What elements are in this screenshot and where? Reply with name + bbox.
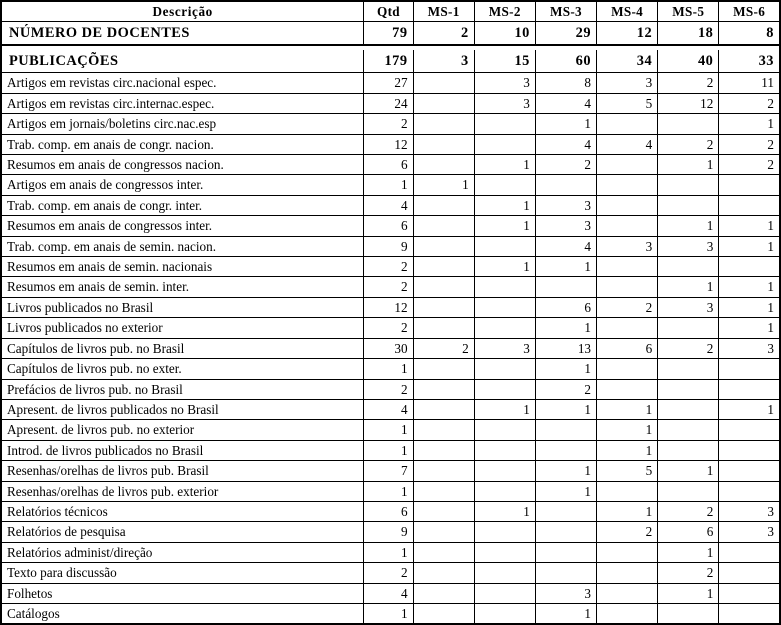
row-value-1 [413, 542, 474, 562]
table-row [1, 542, 780, 562]
row-value-2 [474, 461, 535, 481]
row-value-0: 6 [364, 155, 413, 175]
section-value-6: 8 [719, 22, 780, 46]
row-value-0: 9 [364, 236, 413, 256]
row-value-6 [719, 603, 780, 624]
row-value-1 [413, 563, 474, 583]
row-value-3: 4 [535, 134, 596, 154]
row-value-2: 1 [474, 155, 535, 175]
row-value-2: 1 [474, 257, 535, 277]
row-value-2 [474, 440, 535, 460]
row-value-4 [597, 318, 658, 338]
table-row [1, 440, 780, 460]
section-label: NÚMERO DE DOCENTES [1, 22, 364, 46]
table-row [1, 318, 780, 338]
row-label: Relatórios técnicos [1, 501, 364, 521]
row-value-3 [535, 440, 596, 460]
row-value-3 [535, 542, 596, 562]
row-value-1 [413, 134, 474, 154]
row-value-1 [413, 481, 474, 501]
row-value-3: 6 [535, 297, 596, 317]
row-value-1 [413, 461, 474, 481]
row-value-3: 13 [535, 338, 596, 358]
row-value-4 [597, 195, 658, 215]
row-value-6: 1 [719, 236, 780, 256]
row-value-2 [474, 134, 535, 154]
row-value-6: 3 [719, 501, 780, 521]
row-label: Resenhas/orelhas de livros pub. exterior [1, 481, 364, 501]
row-value-6 [719, 461, 780, 481]
row-value-2: 1 [474, 501, 535, 521]
row-value-6: 1 [719, 114, 780, 134]
section-row [1, 22, 780, 46]
row-value-3 [535, 522, 596, 542]
section-value-4: 34 [597, 50, 658, 73]
row-value-5: 2 [658, 73, 719, 93]
section-value-0: 179 [364, 50, 413, 73]
row-value-0: 27 [364, 73, 413, 93]
row-value-4 [597, 216, 658, 236]
row-value-2: 1 [474, 216, 535, 236]
row-value-1 [413, 236, 474, 256]
row-value-0: 12 [364, 134, 413, 154]
row-value-0: 1 [364, 542, 413, 562]
row-value-5: 3 [658, 297, 719, 317]
row-value-5: 2 [658, 563, 719, 583]
row-value-5: 1 [658, 542, 719, 562]
row-value-0: 12 [364, 297, 413, 317]
row-value-3 [535, 277, 596, 297]
row-value-0: 2 [364, 114, 413, 134]
row-value-0: 2 [364, 257, 413, 277]
row-value-0: 24 [364, 93, 413, 113]
section-value-2: 10 [474, 22, 535, 46]
row-label: Livros publicados no Brasil [1, 297, 364, 317]
row-value-5 [658, 359, 719, 379]
row-value-0: 4 [364, 583, 413, 603]
table-row [1, 379, 780, 399]
section-value-6: 33 [719, 50, 780, 73]
row-value-4: 2 [597, 297, 658, 317]
row-value-3: 1 [535, 359, 596, 379]
column-header-ms4: MS-4 [597, 1, 658, 22]
row-value-3: 1 [535, 318, 596, 338]
row-value-5: 1 [658, 277, 719, 297]
row-value-6 [719, 542, 780, 562]
row-value-3: 1 [535, 461, 596, 481]
row-value-1 [413, 155, 474, 175]
row-label: Resenhas/orelhas de livros pub. Brasil [1, 461, 364, 481]
row-value-2 [474, 297, 535, 317]
row-value-2: 1 [474, 195, 535, 215]
row-value-4: 1 [597, 399, 658, 419]
row-value-0: 2 [364, 563, 413, 583]
row-value-6 [719, 563, 780, 583]
row-value-5: 1 [658, 583, 719, 603]
section-value-0: 79 [364, 22, 413, 46]
table-row [1, 501, 780, 521]
column-header-ms2: MS-2 [474, 1, 535, 22]
table-row [1, 155, 780, 175]
row-value-0: 4 [364, 195, 413, 215]
row-value-0: 7 [364, 461, 413, 481]
row-value-6: 2 [719, 93, 780, 113]
table-row [1, 93, 780, 113]
table-row [1, 338, 780, 358]
column-header-qtd: Qtd [364, 1, 413, 22]
row-value-5: 2 [658, 134, 719, 154]
row-value-0: 1 [364, 420, 413, 440]
row-value-1: 1 [413, 175, 474, 195]
section-value-1: 3 [413, 50, 474, 73]
row-value-4 [597, 603, 658, 624]
row-value-3 [535, 563, 596, 583]
row-value-1 [413, 257, 474, 277]
table-row [1, 277, 780, 297]
column-header-ms1: MS-1 [413, 1, 474, 22]
row-value-0: 4 [364, 399, 413, 419]
row-value-2 [474, 481, 535, 501]
table-row [1, 297, 780, 317]
row-value-2 [474, 379, 535, 399]
row-label: Introd. de livros publicados no Brasil [1, 440, 364, 460]
row-value-5 [658, 440, 719, 460]
table-row [1, 216, 780, 236]
table-row [1, 73, 780, 93]
section-value-4: 12 [597, 22, 658, 46]
row-label: Artigos em jornais/boletins circ.nac.esp [1, 114, 364, 134]
section-value-2: 15 [474, 50, 535, 73]
row-value-4: 4 [597, 134, 658, 154]
row-value-0: 9 [364, 522, 413, 542]
section-label: PUBLICAÇÕES [1, 50, 364, 73]
row-value-1 [413, 603, 474, 624]
row-value-6: 11 [719, 73, 780, 93]
table-row [1, 583, 780, 603]
table-row [1, 461, 780, 481]
row-label: Resumos em anais de congressos nacion. [1, 155, 364, 175]
row-value-6: 1 [719, 277, 780, 297]
row-value-5: 1 [658, 216, 719, 236]
row-value-1: 2 [413, 338, 474, 358]
row-value-4: 6 [597, 338, 658, 358]
row-value-6: 1 [719, 399, 780, 419]
row-value-5: 6 [658, 522, 719, 542]
row-value-2 [474, 236, 535, 256]
row-value-4: 3 [597, 73, 658, 93]
row-value-3: 4 [535, 93, 596, 113]
row-value-1 [413, 420, 474, 440]
row-value-5 [658, 379, 719, 399]
row-value-3 [535, 501, 596, 521]
row-value-6: 2 [719, 155, 780, 175]
row-value-2 [474, 583, 535, 603]
section-value-5: 18 [658, 22, 719, 46]
row-value-5: 1 [658, 461, 719, 481]
table-row [1, 134, 780, 154]
row-value-4 [597, 359, 658, 379]
row-value-3: 1 [535, 257, 596, 277]
row-value-0: 1 [364, 175, 413, 195]
row-value-3: 3 [535, 195, 596, 215]
row-value-6 [719, 481, 780, 501]
row-value-1 [413, 501, 474, 521]
row-value-1 [413, 399, 474, 419]
row-value-5: 1 [658, 155, 719, 175]
row-value-1 [413, 359, 474, 379]
row-value-6 [719, 420, 780, 440]
row-value-5 [658, 481, 719, 501]
row-label: Prefácios de livros pub. no Brasil [1, 379, 364, 399]
row-value-3: 2 [535, 379, 596, 399]
table-row [1, 114, 780, 134]
section-value-3: 29 [535, 22, 596, 46]
row-value-2: 3 [474, 93, 535, 113]
row-value-0: 6 [364, 216, 413, 236]
row-value-0: 1 [364, 359, 413, 379]
row-value-4 [597, 481, 658, 501]
row-label: Artigos em revistas circ.nacional espec. [1, 73, 364, 93]
row-value-1 [413, 318, 474, 338]
row-label: Folhetos [1, 583, 364, 603]
row-value-6 [719, 257, 780, 277]
table-row [1, 420, 780, 440]
row-value-4 [597, 155, 658, 175]
column-header-ms5: MS-5 [658, 1, 719, 22]
section-value-3: 60 [535, 50, 596, 73]
row-value-5: 2 [658, 501, 719, 521]
table-row [1, 195, 780, 215]
row-label: Capítulos de livros pub. no exter. [1, 359, 364, 379]
row-label: Catálogos [1, 603, 364, 624]
row-value-6: 1 [719, 318, 780, 338]
row-value-5: 12 [658, 93, 719, 113]
row-value-4 [597, 542, 658, 562]
row-value-5 [658, 257, 719, 277]
row-value-6: 3 [719, 338, 780, 358]
row-value-0: 1 [364, 440, 413, 460]
row-value-4 [597, 257, 658, 277]
row-value-2 [474, 603, 535, 624]
row-value-5 [658, 603, 719, 624]
row-value-2: 3 [474, 73, 535, 93]
row-label: Livros publicados no exterior [1, 318, 364, 338]
row-label: Trab. comp. em anais de congr. inter. [1, 195, 364, 215]
table-row [1, 563, 780, 583]
table-row [1, 236, 780, 256]
row-label: Artigos em anais de congressos inter. [1, 175, 364, 195]
row-value-1 [413, 297, 474, 317]
row-value-4: 3 [597, 236, 658, 256]
row-value-5: 3 [658, 236, 719, 256]
table-row [1, 399, 780, 419]
row-value-0: 30 [364, 338, 413, 358]
row-value-1 [413, 73, 474, 93]
row-label: Resumos em anais de congressos inter. [1, 216, 364, 236]
row-label: Capítulos de livros pub. no Brasil [1, 338, 364, 358]
row-value-4: 1 [597, 420, 658, 440]
row-value-6 [719, 195, 780, 215]
row-value-5 [658, 420, 719, 440]
table-body [1, 22, 780, 624]
row-value-2 [474, 318, 535, 338]
row-label: Resumos em anais de semin. inter. [1, 277, 364, 297]
row-value-6: 3 [719, 522, 780, 542]
row-label: Texto para discussão [1, 563, 364, 583]
row-value-5: 2 [658, 338, 719, 358]
row-value-4: 5 [597, 93, 658, 113]
row-value-4: 1 [597, 501, 658, 521]
row-value-5 [658, 175, 719, 195]
table-row [1, 359, 780, 379]
table-row [1, 481, 780, 501]
column-header-ms6: MS-6 [719, 1, 780, 22]
section-value-5: 40 [658, 50, 719, 73]
row-value-1 [413, 583, 474, 603]
row-label: Artigos em revistas circ.internac.espec. [1, 93, 364, 113]
row-value-5 [658, 195, 719, 215]
row-label: Apresent. de livros publicados no Brasil [1, 399, 364, 419]
row-value-0: 1 [364, 481, 413, 501]
column-header-ms3: MS-3 [535, 1, 596, 22]
row-value-3: 4 [535, 236, 596, 256]
row-value-4 [597, 583, 658, 603]
row-value-3: 2 [535, 155, 596, 175]
row-value-4 [597, 277, 658, 297]
row-label: Relatórios de pesquisa [1, 522, 364, 542]
row-label: Apresent. de livros pub. no exterior [1, 420, 364, 440]
row-value-2 [474, 420, 535, 440]
row-value-5 [658, 114, 719, 134]
row-label: Trab. comp. em anais de congr. nacion. [1, 134, 364, 154]
row-label: Resumos em anais de semin. nacionais [1, 257, 364, 277]
row-value-5 [658, 399, 719, 419]
row-value-5 [658, 318, 719, 338]
row-value-2 [474, 522, 535, 542]
row-value-4: 2 [597, 522, 658, 542]
row-value-2: 3 [474, 338, 535, 358]
row-value-1 [413, 440, 474, 460]
table-row [1, 257, 780, 277]
header-row [1, 1, 780, 22]
row-value-3: 1 [535, 399, 596, 419]
row-value-3: 1 [535, 603, 596, 624]
row-value-3: 1 [535, 481, 596, 501]
row-value-4 [597, 175, 658, 195]
row-value-4: 1 [597, 440, 658, 460]
row-value-6 [719, 379, 780, 399]
row-label: Relatórios administ/direção [1, 542, 364, 562]
row-value-1 [413, 522, 474, 542]
row-value-3: 3 [535, 216, 596, 236]
row-value-2 [474, 175, 535, 195]
row-value-1 [413, 93, 474, 113]
column-header-descricao: Descrição [1, 1, 364, 22]
row-value-0: 1 [364, 603, 413, 624]
row-value-6: 1 [719, 216, 780, 236]
row-value-3: 1 [535, 114, 596, 134]
table-row [1, 522, 780, 542]
row-value-3 [535, 175, 596, 195]
table-row [1, 175, 780, 195]
row-label: Trab. comp. em anais de semin. nacion. [1, 236, 364, 256]
row-value-4 [597, 114, 658, 134]
row-value-4: 5 [597, 461, 658, 481]
row-value-4 [597, 563, 658, 583]
row-value-1 [413, 379, 474, 399]
row-value-6 [719, 440, 780, 460]
section-row [1, 50, 780, 73]
row-value-6: 1 [719, 297, 780, 317]
row-value-2 [474, 542, 535, 562]
row-value-2 [474, 359, 535, 379]
row-value-6 [719, 175, 780, 195]
row-value-2 [474, 114, 535, 134]
row-value-3: 8 [535, 73, 596, 93]
row-value-6: 2 [719, 134, 780, 154]
row-value-2: 1 [474, 399, 535, 419]
row-value-3: 3 [535, 583, 596, 603]
row-value-6 [719, 359, 780, 379]
row-value-1 [413, 216, 474, 236]
table-header [1, 1, 780, 22]
row-value-2 [474, 563, 535, 583]
row-value-4 [597, 379, 658, 399]
row-value-6 [719, 583, 780, 603]
row-value-3 [535, 420, 596, 440]
row-value-1 [413, 277, 474, 297]
row-value-0: 2 [364, 318, 413, 338]
section-value-1: 2 [413, 22, 474, 46]
row-value-1 [413, 114, 474, 134]
row-value-0: 2 [364, 277, 413, 297]
row-value-0: 6 [364, 501, 413, 521]
table-row [1, 603, 780, 624]
row-value-2 [474, 277, 535, 297]
row-value-0: 2 [364, 379, 413, 399]
row-value-1 [413, 195, 474, 215]
